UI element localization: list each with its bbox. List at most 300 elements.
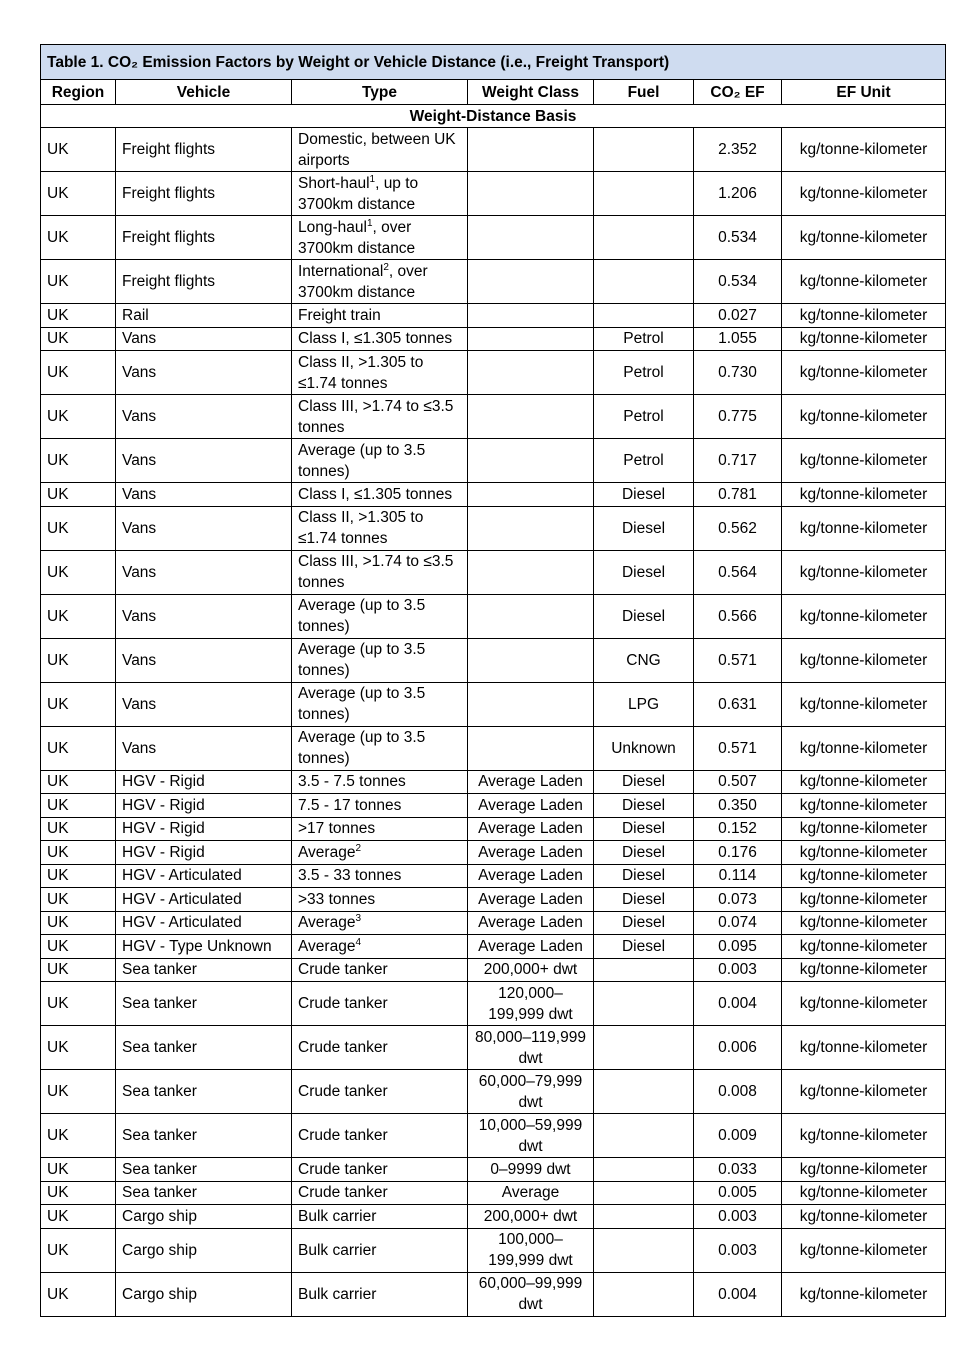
cell-ef-unit: kg/tonne-kilometer [782,1026,946,1070]
cell-vehicle: Vans [116,726,292,770]
table-row [41,864,946,888]
cell-weight-class [468,128,594,172]
cell-fuel [594,128,694,172]
cell-fuel [594,304,694,328]
cell-co2-ef: 0.571 [694,726,782,770]
cell-type: 3.5 - 33 tonnes [292,864,468,888]
table-row [41,888,946,912]
table-row [41,439,946,483]
type-text-rest: , over 3700km distance [298,262,428,301]
footnote-marker: 1 [369,173,376,185]
table-row [41,841,946,865]
type-text: Average [298,937,356,955]
table-row [41,1228,946,1272]
cell-co2-ef: 0.717 [694,439,782,483]
cell-type: Average (up to 3.5 tonnes) [292,682,468,726]
cell-fuel: Petrol [594,439,694,483]
cell-fuel [594,1181,694,1205]
cell-weight-class [468,260,594,304]
table-row [41,594,946,638]
cell-type: Freight train [292,304,468,328]
cell-ef-unit: kg/tonne-kilometer [782,794,946,818]
cell-vehicle: HGV - Rigid [116,841,292,865]
cell-fuel [594,216,694,260]
cell-region: UK [41,935,116,959]
cell-region: UK [41,638,116,682]
cell-co2-ef: 0.004 [694,982,782,1026]
footnote-marker: 2 [383,261,389,273]
cell-region: UK [41,841,116,865]
table-row [41,935,946,959]
cell-region: UK [41,1158,116,1182]
cell-weight-class [468,483,594,507]
cell-region: UK [41,864,116,888]
cell-ef-unit: kg/tonne-kilometer [782,327,946,351]
cell-region: UK [41,327,116,351]
type-text-rest: , over 3700km distance [298,218,416,257]
cell-type: Crude tanker [292,958,468,982]
cell-ef-unit: kg/tonne-kilometer [782,439,946,483]
cell-co2-ef: 0.114 [694,864,782,888]
footnote-marker: 2 [355,842,362,854]
cell-vehicle: HGV - Articulated [116,864,292,888]
cell-region: UK [41,506,116,550]
table-row [41,483,946,507]
cell-type: Class I, ≤1.305 tonnes [292,483,468,507]
cell-fuel [594,1228,694,1272]
cell-vehicle: HGV - Rigid [116,817,292,841]
cell-vehicle: Vans [116,351,292,395]
cell-co2-ef: 0.176 [694,841,782,865]
cell-vehicle: HGV - Rigid [116,770,292,794]
table-row [41,682,946,726]
cell-fuel: CNG [594,638,694,682]
table-row [41,817,946,841]
cell-region: UK [41,483,116,507]
table-row [41,216,946,260]
cell-region: UK [41,770,116,794]
cell-weight-class [468,726,594,770]
cell-vehicle: Vans [116,594,292,638]
cell-vehicle: Freight flights [116,172,292,216]
cell-vehicle: Cargo ship [116,1205,292,1229]
cell-type: 7.5 - 17 tonnes [292,794,468,818]
type-text: Average [298,914,356,932]
cell-weight-class [468,172,594,216]
cell-co2-ef: 0.730 [694,351,782,395]
column-header-type: Type [292,80,468,105]
cell-region: UK [41,172,116,216]
table-row [41,351,946,395]
cell-ef-unit: kg/tonne-kilometer [782,351,946,395]
cell-region: UK [41,216,116,260]
cell-fuel [594,1205,694,1229]
cell-type: Bulk carrier [292,1272,468,1316]
cell-vehicle: Freight flights [116,260,292,304]
cell-co2-ef: 0.631 [694,682,782,726]
cell-ef-unit: kg/tonne-kilometer [782,958,946,982]
column-header-weight-class: Weight Class [468,80,594,105]
cell-weight-class: 80,000–119,999 dwt [468,1026,594,1070]
cell-fuel: Diesel [594,911,694,935]
cell-vehicle: Sea tanker [116,1158,292,1182]
cell-ef-unit: kg/tonne-kilometer [782,982,946,1026]
cell-co2-ef: 1.206 [694,172,782,216]
cell-weight-class [468,351,594,395]
cell-vehicle: Sea tanker [116,1181,292,1205]
cell-ef-unit: kg/tonne-kilometer [782,638,946,682]
section-header-row [41,105,946,128]
cell-vehicle: Vans [116,638,292,682]
table-row [41,260,946,304]
cell-co2-ef: 0.781 [694,483,782,507]
cell-type: Bulk carrier [292,1228,468,1272]
cell-ef-unit: kg/tonne-kilometer [782,911,946,935]
cell-co2-ef: 0.006 [694,1026,782,1070]
section-title: Weight-Distance Basis [41,105,946,128]
cell-type: >33 tonnes [292,888,468,912]
cell-ef-unit: kg/tonne-kilometer [782,841,946,865]
cell-weight-class: 60,000–99,999 dwt [468,1272,594,1316]
cell-type [292,841,468,865]
table-row [41,794,946,818]
cell-region: UK [41,550,116,594]
cell-weight-class [468,327,594,351]
cell-fuel: Diesel [594,841,694,865]
cell-region: UK [41,888,116,912]
cell-ef-unit: kg/tonne-kilometer [782,483,946,507]
cell-co2-ef: 0.564 [694,550,782,594]
cell-weight-class [468,216,594,260]
cell-weight-class [468,638,594,682]
cell-weight-class: 0–9999 dwt [468,1158,594,1182]
cell-vehicle: Vans [116,550,292,594]
cell-ef-unit: kg/tonne-kilometer [782,1114,946,1158]
cell-type: Crude tanker [292,1181,468,1205]
table-row [41,1205,946,1229]
cell-fuel: Diesel [594,770,694,794]
cell-vehicle: Sea tanker [116,1026,292,1070]
cell-weight-class: Average Laden [468,888,594,912]
cell-co2-ef: 0.534 [694,216,782,260]
cell-ef-unit: kg/tonne-kilometer [782,128,946,172]
cell-ef-unit: kg/tonne-kilometer [782,1181,946,1205]
cell-region: UK [41,1070,116,1114]
cell-region: UK [41,726,116,770]
table-row [41,958,946,982]
cell-fuel: Petrol [594,395,694,439]
cell-vehicle: Cargo ship [116,1272,292,1316]
cell-region: UK [41,1228,116,1272]
cell-region: UK [41,395,116,439]
type-text: Long-haul [298,218,367,236]
cell-co2-ef: 0.350 [694,794,782,818]
table-row [41,304,946,328]
cell-fuel: Diesel [594,483,694,507]
cell-ef-unit: kg/tonne-kilometer [782,1070,946,1114]
table-row [41,911,946,935]
cell-ef-unit: kg/tonne-kilometer [782,594,946,638]
cell-type [292,911,468,935]
cell-ef-unit: kg/tonne-kilometer [782,172,946,216]
cell-ef-unit: kg/tonne-kilometer [782,888,946,912]
cell-fuel [594,1026,694,1070]
cell-ef-unit: kg/tonne-kilometer [782,1272,946,1316]
cell-ef-unit: kg/tonne-kilometer [782,1158,946,1182]
cell-region: UK [41,304,116,328]
cell-weight-class [468,439,594,483]
cell-vehicle: Sea tanker [116,982,292,1026]
cell-region: UK [41,1114,116,1158]
cell-fuel: Petrol [594,351,694,395]
column-header-vehicle: Vehicle [116,80,292,105]
cell-ef-unit: kg/tonne-kilometer [782,817,946,841]
cell-weight-class: 10,000–59,999 dwt [468,1114,594,1158]
table-row [41,395,946,439]
cell-region: UK [41,1026,116,1070]
table-row [41,1026,946,1070]
cell-type: Crude tanker [292,1114,468,1158]
cell-weight-class: Average Laden [468,841,594,865]
cell-co2-ef: 0.566 [694,594,782,638]
cell-fuel: Diesel [594,935,694,959]
cell-type: >17 tonnes [292,817,468,841]
cell-type: Class II, >1.305 to ≤1.74 tonnes [292,506,468,550]
cell-region: UK [41,958,116,982]
column-header-fuel: Fuel [594,80,694,105]
cell-region: UK [41,260,116,304]
cell-co2-ef: 0.003 [694,958,782,982]
table-caption: Table 1. CO₂ Emission Factors by Weight or Vehicle Distance (i.e., Freight Transport) [41,45,946,80]
cell-region: UK [41,1272,116,1316]
cell-co2-ef: 0.009 [694,1114,782,1158]
cell-co2-ef: 1.055 [694,327,782,351]
type-text: Short-haul [298,174,370,192]
cell-weight-class [468,506,594,550]
cell-type: Crude tanker [292,1026,468,1070]
cell-vehicle: HGV - Type Unknown [116,935,292,959]
cell-region: UK [41,1205,116,1229]
cell-region: UK [41,128,116,172]
cell-region: UK [41,1181,116,1205]
cell-vehicle: Rail [116,304,292,328]
table-caption-row [41,45,946,80]
table-row [41,327,946,351]
cell-type: Average (up to 3.5 tonnes) [292,638,468,682]
type-text: Average [298,843,356,861]
cell-co2-ef: 0.571 [694,638,782,682]
footnote-marker: 3 [355,913,362,925]
cell-region: UK [41,594,116,638]
cell-co2-ef: 0.008 [694,1070,782,1114]
cell-region: UK [41,794,116,818]
table-row [41,1181,946,1205]
table-row [41,506,946,550]
cell-fuel [594,982,694,1026]
cell-fuel [594,260,694,304]
cell-vehicle: Sea tanker [116,958,292,982]
cell-co2-ef: 0.003 [694,1228,782,1272]
cell-vehicle: Vans [116,439,292,483]
cell-vehicle: Sea tanker [116,1070,292,1114]
cell-co2-ef: 0.003 [694,1205,782,1229]
cell-ef-unit: kg/tonne-kilometer [782,550,946,594]
cell-co2-ef: 0.507 [694,770,782,794]
cell-vehicle: Freight flights [116,128,292,172]
cell-weight-class: Average Laden [468,911,594,935]
cell-type [292,260,468,304]
table-header-row [41,80,946,105]
cell-type: Class II, >1.305 to ≤1.74 tonnes [292,351,468,395]
cell-ef-unit: kg/tonne-kilometer [782,506,946,550]
cell-vehicle: Cargo ship [116,1228,292,1272]
cell-co2-ef: 0.005 [694,1181,782,1205]
cell-ef-unit: kg/tonne-kilometer [782,770,946,794]
cell-type: Class III, >1.74 to ≤3.5 tonnes [292,395,468,439]
table-row [41,1070,946,1114]
cell-weight-class: 120,000–199,999 dwt [468,982,594,1026]
cell-ef-unit: kg/tonne-kilometer [782,1228,946,1272]
cell-vehicle: HGV - Articulated [116,888,292,912]
table-row [41,638,946,682]
cell-fuel [594,172,694,216]
cell-weight-class [468,395,594,439]
cell-region: UK [41,982,116,1026]
column-header-region: Region [41,80,116,105]
emission-factors-table [40,44,946,1317]
cell-vehicle: Vans [116,483,292,507]
cell-fuel: Diesel [594,550,694,594]
cell-type: Average (up to 3.5 tonnes) [292,439,468,483]
cell-weight-class [468,550,594,594]
cell-weight-class: 200,000+ dwt [468,958,594,982]
cell-type [292,216,468,260]
cell-weight-class [468,682,594,726]
cell-ef-unit: kg/tonne-kilometer [782,682,946,726]
cell-fuel: LPG [594,682,694,726]
cell-type: Average (up to 3.5 tonnes) [292,726,468,770]
cell-fuel: Diesel [594,864,694,888]
cell-ef-unit: kg/tonne-kilometer [782,864,946,888]
cell-type: Average (up to 3.5 tonnes) [292,594,468,638]
cell-vehicle: HGV - Articulated [116,911,292,935]
cell-ef-unit: kg/tonne-kilometer [782,395,946,439]
table-row [41,726,946,770]
cell-type: Crude tanker [292,982,468,1026]
cell-weight-class: Average Laden [468,935,594,959]
cell-co2-ef: 0.027 [694,304,782,328]
cell-fuel: Diesel [594,888,694,912]
table-row [41,982,946,1026]
cell-fuel [594,958,694,982]
cell-fuel [594,1158,694,1182]
footnote-marker: 1 [366,217,373,229]
cell-weight-class: 100,000–199,999 dwt [468,1228,594,1272]
table-row [41,172,946,216]
cell-region: UK [41,351,116,395]
cell-weight-class [468,304,594,328]
cell-co2-ef: 0.152 [694,817,782,841]
cell-type: Domestic, between UK airports [292,128,468,172]
cell-co2-ef: 0.562 [694,506,782,550]
cell-type [292,935,468,959]
table-row [41,1272,946,1316]
cell-ef-unit: kg/tonne-kilometer [782,935,946,959]
cell-vehicle: HGV - Rigid [116,794,292,818]
cell-ef-unit: kg/tonne-kilometer [782,726,946,770]
cell-co2-ef: 0.004 [694,1272,782,1316]
cell-vehicle: Freight flights [116,216,292,260]
cell-fuel: Diesel [594,594,694,638]
cell-weight-class: 200,000+ dwt [468,1205,594,1229]
cell-fuel: Diesel [594,817,694,841]
cell-fuel: Unknown [594,726,694,770]
cell-type: Class III, >1.74 to ≤3.5 tonnes [292,550,468,594]
cell-weight-class: Average Laden [468,864,594,888]
cell-fuel: Diesel [594,506,694,550]
cell-weight-class: Average Laden [468,794,594,818]
cell-fuel [594,1070,694,1114]
table-row [41,770,946,794]
cell-co2-ef: 0.775 [694,395,782,439]
cell-co2-ef: 0.073 [694,888,782,912]
cell-type: 3.5 - 7.5 tonnes [292,770,468,794]
cell-vehicle: Vans [116,682,292,726]
cell-vehicle: Vans [116,327,292,351]
cell-co2-ef: 2.352 [694,128,782,172]
cell-region: UK [41,911,116,935]
table-row [41,1158,946,1182]
cell-fuel: Petrol [594,327,694,351]
cell-fuel [594,1272,694,1316]
cell-type: Bulk carrier [292,1205,468,1229]
cell-weight-class: 60,000–79,999 dwt [468,1070,594,1114]
cell-weight-class: Average Laden [468,770,594,794]
cell-region: UK [41,439,116,483]
column-header-co2-ef: CO₂ EF [694,80,782,105]
table-row [41,1114,946,1158]
cell-co2-ef: 0.033 [694,1158,782,1182]
cell-fuel [594,1114,694,1158]
cell-vehicle: Sea tanker [116,1114,292,1158]
type-text: International [298,262,384,280]
cell-weight-class [468,594,594,638]
cell-vehicle: Vans [116,506,292,550]
cell-weight-class: Average [468,1181,594,1205]
cell-region: UK [41,817,116,841]
cell-ef-unit: kg/tonne-kilometer [782,260,946,304]
type-text-rest: , up to 3700km distance [298,174,419,213]
column-header-ef-unit: EF Unit [782,80,946,105]
footnote-marker: 4 [355,936,362,948]
table-row [41,128,946,172]
table-row [41,550,946,594]
cell-type: Class I, ≤1.305 tonnes [292,327,468,351]
cell-co2-ef: 0.074 [694,911,782,935]
cell-co2-ef: 0.095 [694,935,782,959]
cell-type: Crude tanker [292,1070,468,1114]
cell-ef-unit: kg/tonne-kilometer [782,1205,946,1229]
cell-type: Crude tanker [292,1158,468,1182]
cell-type [292,172,468,216]
cell-fuel: Diesel [594,794,694,818]
cell-region: UK [41,682,116,726]
cell-weight-class: Average Laden [468,817,594,841]
cell-ef-unit: kg/tonne-kilometer [782,304,946,328]
cell-ef-unit: kg/tonne-kilometer [782,216,946,260]
cell-co2-ef: 0.534 [694,260,782,304]
cell-vehicle: Vans [116,395,292,439]
